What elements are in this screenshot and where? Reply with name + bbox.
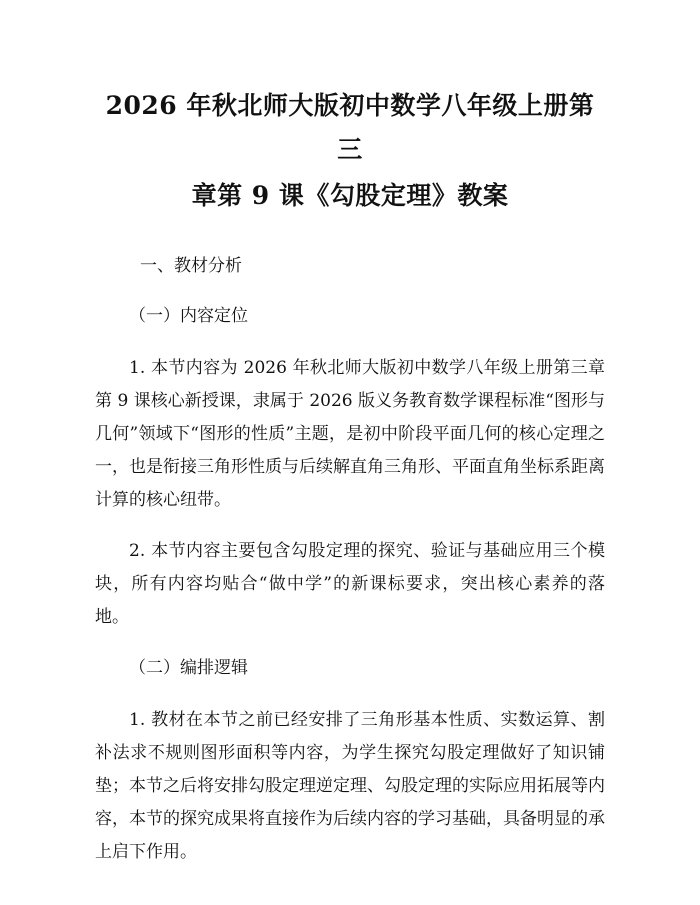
title-line-2: 章第 9 课《勾股定理》教案	[191, 181, 509, 210]
title-line-1: 2026 年秋北师大版初中数学八年级上册第三	[105, 91, 595, 164]
subsection-heading-content-positioning: （一）内容定位	[129, 306, 248, 326]
paragraph-content-positioning-1: 1. 本节内容为 2026 年秋北师大版初中数学八年级上册第三章第 9 课核心新授课，隶属于 2026 版义务教育数学课程标准“图形与几何”领域下“图形的性质”主题，是初中阶段平面几何的核心定理之一，也是衔接三角形性质与后续解直角三角形、平面直角坐标系距离计算的核心纽带。	[95, 358, 605, 510]
document-title	[95, 0, 605, 218]
section-heading-textbook-analysis: 一、教材分析	[140, 256, 242, 276]
subsection-heading-arrangement-logic: （二）编排逻辑	[129, 658, 248, 678]
paragraph-arrangement-logic-1: 1. 教材在本节之前已经安排了三角形基本性质、实数运算、割补法求不规则图形面积等内容，为学生探究勾股定理做好了知识铺垫；本节之后将安排勾股定理逆定理、勾股定理的实际应用拓展等内容，本节的探究成果将直接作为后续内容的学习基础，具备明显的承上启下作用。	[95, 710, 605, 862]
paragraph-content-positioning-2: 2. 本节内容主要包含勾股定理的探究、验证与基础应用三个模块，所有内容均贴合“做中学”的新课标要求，突出核心素养的落地。	[95, 541, 605, 627]
